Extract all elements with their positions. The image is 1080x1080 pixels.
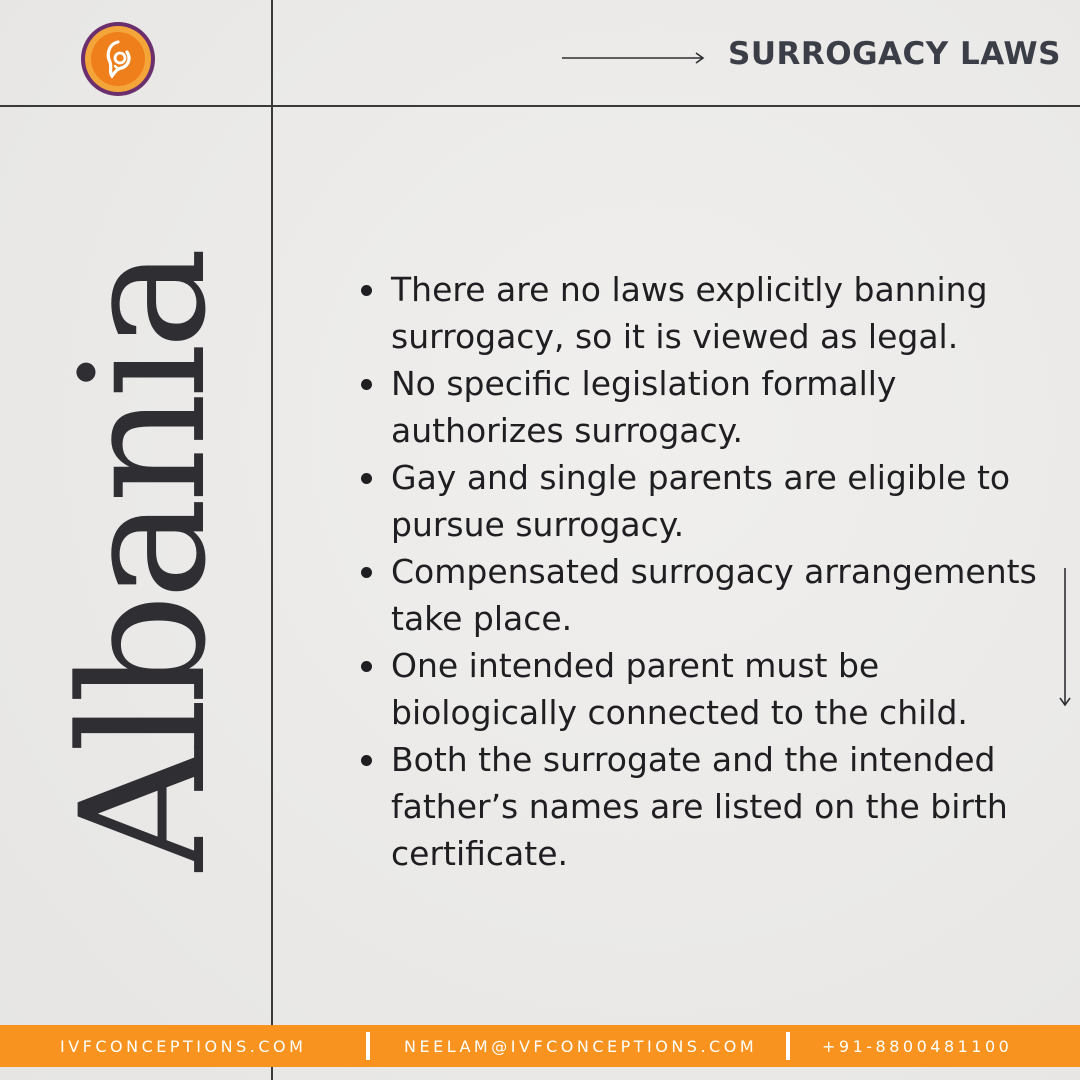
bullet-dot-icon: [361, 661, 372, 672]
bullet-text: There are no laws explicitly banning surrogacy, so it is viewed as legal.: [391, 270, 988, 356]
bullet-text: One intended parent must be biologically connected to the child.: [391, 646, 968, 732]
list-item: [358, 454, 1048, 548]
bullet-text: No specific legislation formally authorizes surrogacy.: [391, 364, 897, 450]
country-title-area: [43, 252, 244, 872]
arrow-right-icon: [562, 50, 707, 66]
bullet-dot-icon: [361, 473, 372, 484]
column-divider: [271, 0, 273, 1080]
bullet-text: Gay and single parents are eligible to pursue surrogacy.: [391, 458, 1011, 544]
brand-logo[interactable]: [81, 22, 155, 96]
bullet-text: Both the surrogate and the intended father’s names are listed on the birth certificate.: [391, 740, 1008, 873]
email-link[interactable]: NEELAM@IVFCONCEPTIONS.COM: [404, 1037, 758, 1056]
footer-divider: [366, 1032, 370, 1060]
bullet-dot-icon: [361, 379, 372, 390]
law-bullet-list: [358, 266, 1048, 877]
bullet-dot-icon: [361, 285, 372, 296]
list-item: [358, 736, 1048, 877]
bullet-text: Compensated surrogacy arrangements take place.: [391, 552, 1037, 638]
country-name: Albania: [43, 252, 244, 872]
contact-footer: [0, 1025, 1080, 1067]
arrow-down-icon: [1058, 568, 1072, 708]
list-item: [358, 642, 1048, 736]
footer-divider: [786, 1032, 790, 1060]
mother-child-logo-icon: [81, 22, 155, 96]
website-link[interactable]: IVFCONCEPTIONS.COM: [60, 1037, 307, 1056]
list-item: [358, 548, 1048, 642]
phone-link[interactable]: +91-8800481100: [822, 1037, 1013, 1056]
list-item: [358, 360, 1048, 454]
bullet-dot-icon: [361, 567, 372, 578]
page-title: SURROGACY LAWS: [728, 36, 1061, 72]
list-item: [358, 266, 1048, 360]
header-divider: [0, 105, 1080, 107]
bullet-dot-icon: [361, 755, 372, 766]
